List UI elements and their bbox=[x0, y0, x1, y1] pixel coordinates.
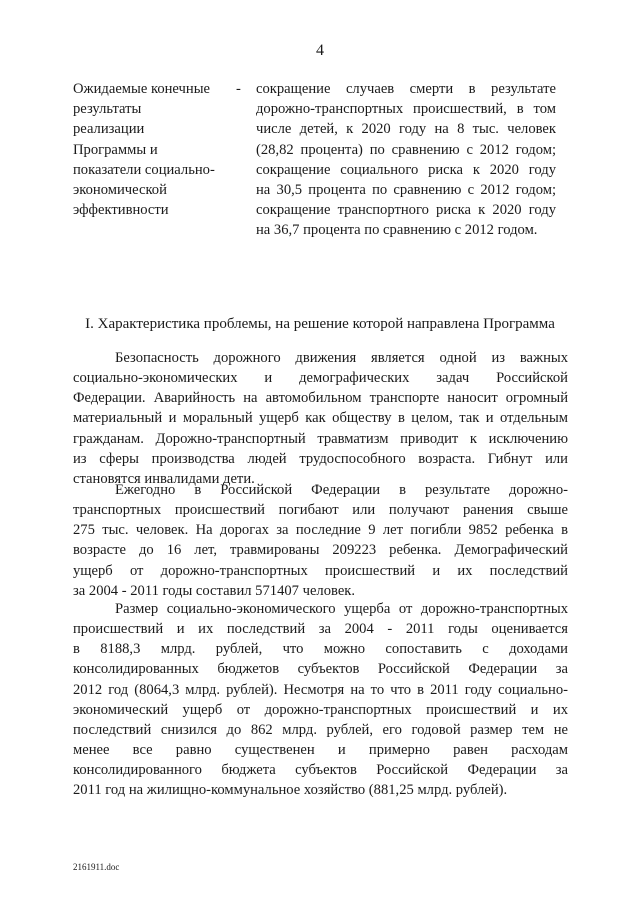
paragraph-line: гражданам. Дорожно-транспортный травматизм приводит к исключению bbox=[73, 430, 568, 447]
results-text bbox=[256, 79, 556, 241]
paragraph-3 bbox=[73, 599, 568, 801]
paragraph-line: становятся инвалидами дети. bbox=[73, 470, 255, 487]
page-number: 4 bbox=[316, 42, 324, 59]
results-text-line: на 36,7 процента по сравнению с 2012 годом. bbox=[256, 222, 538, 239]
footer-filename: 2161911.doc bbox=[73, 862, 120, 872]
results-label-line: показатели социально- bbox=[73, 161, 215, 178]
paragraph-line: 275 тыс. человек. На дорогах за последние 9 лет погибли 9852 ребенка в bbox=[73, 522, 568, 539]
results-text-line: сокращение транспортного риска к 2020 году bbox=[256, 202, 556, 219]
paragraph-line: консолидированных бюджетов субъектов Российской Федерации за bbox=[73, 661, 568, 678]
paragraph-line: Федерации. Аварийность на автомобильном транспорте наносит огромный bbox=[73, 390, 568, 407]
paragraph-line: ущерб от дорожно-транспортных происшествий и их последствий bbox=[73, 562, 568, 579]
section-heading: I. Характеристика проблемы, на решение которой направлена Программа bbox=[85, 316, 555, 332]
results-text-line: (28,82 процента) по сравнению с 2012 годом; bbox=[256, 141, 556, 158]
paragraph-line: 2011 год на жилищно-коммунальное хозяйство (881,25 млрд. рублей). bbox=[73, 782, 508, 799]
paragraph-line: транспортных происшествий погибают или получают ранения свыше bbox=[73, 502, 568, 519]
paragraph-line: материальный и моральный ущерб как обществу в целом, так и отдельным bbox=[73, 410, 568, 427]
paragraph-2 bbox=[73, 480, 568, 601]
results-label-line: Программы и bbox=[73, 141, 158, 158]
results-label-line: эффективности bbox=[73, 202, 169, 219]
results-text-line: сокращение случаев смерти в результате bbox=[256, 81, 556, 97]
results-text-line: сокращение социального риска к 2020 году bbox=[256, 161, 556, 178]
paragraph-line: социально-экономических и демографических задач Российской bbox=[73, 370, 568, 387]
paragraph-line: экономический ущерб от дорожно-транспортных происшествий и их bbox=[73, 701, 568, 718]
paragraph-line: Размер социально-экономического ущерба от дорожно-транспортных bbox=[115, 601, 568, 617]
paragraph-line: из сферы производства людей трудоспособного возраста. Гибнут или bbox=[73, 450, 568, 467]
paragraph-line: возрасте до 16 лет, травмированы 209223 ребенка. Демографический bbox=[73, 542, 568, 559]
paragraph-line: происшествий и их последствий за 2004 - 2011 годы оценивается bbox=[73, 621, 568, 638]
paragraph-line: менее все равно существенен и примерно равен расходам bbox=[73, 742, 568, 759]
paragraph-line: консолидированного бюджета субъектов Российской Федерации за bbox=[73, 762, 568, 779]
results-label bbox=[73, 79, 233, 220]
paragraph-1 bbox=[73, 348, 568, 489]
paragraph-line: Безопасность дорожного движения является одной из важных bbox=[115, 350, 568, 366]
paragraph-line: за 2004 - 2011 годы составил 571407 человек. bbox=[73, 582, 356, 599]
results-label-line: Ожидаемые конечные bbox=[73, 81, 210, 97]
results-label-line: результаты bbox=[73, 101, 142, 118]
results-text-line: на 30,5 процента по сравнению с 2012 годом; bbox=[256, 182, 556, 199]
results-text-line: дорожно-транспортных происшествий, в том bbox=[256, 101, 556, 118]
results-dash: - bbox=[236, 81, 241, 97]
paragraph-line: последствий снизился до 862 млрд. рублей, его годовой размер тем не bbox=[73, 721, 568, 738]
paragraph-line: 2012 год (8064,3 млрд. рублей). Несмотря на то что в 2011 году социально- bbox=[73, 681, 568, 698]
paragraph-line: Ежегодно в Российской Федерации в результате дорожно- bbox=[115, 482, 568, 498]
results-text-line: числе детей, к 2020 году на 8 тыс. человек bbox=[256, 121, 556, 138]
results-label-line: экономической bbox=[73, 182, 167, 199]
paragraph-line: в 8188,3 млрд. рублей, что можно сопоставить с доходами bbox=[73, 641, 568, 658]
results-label-line: реализации bbox=[73, 121, 145, 138]
